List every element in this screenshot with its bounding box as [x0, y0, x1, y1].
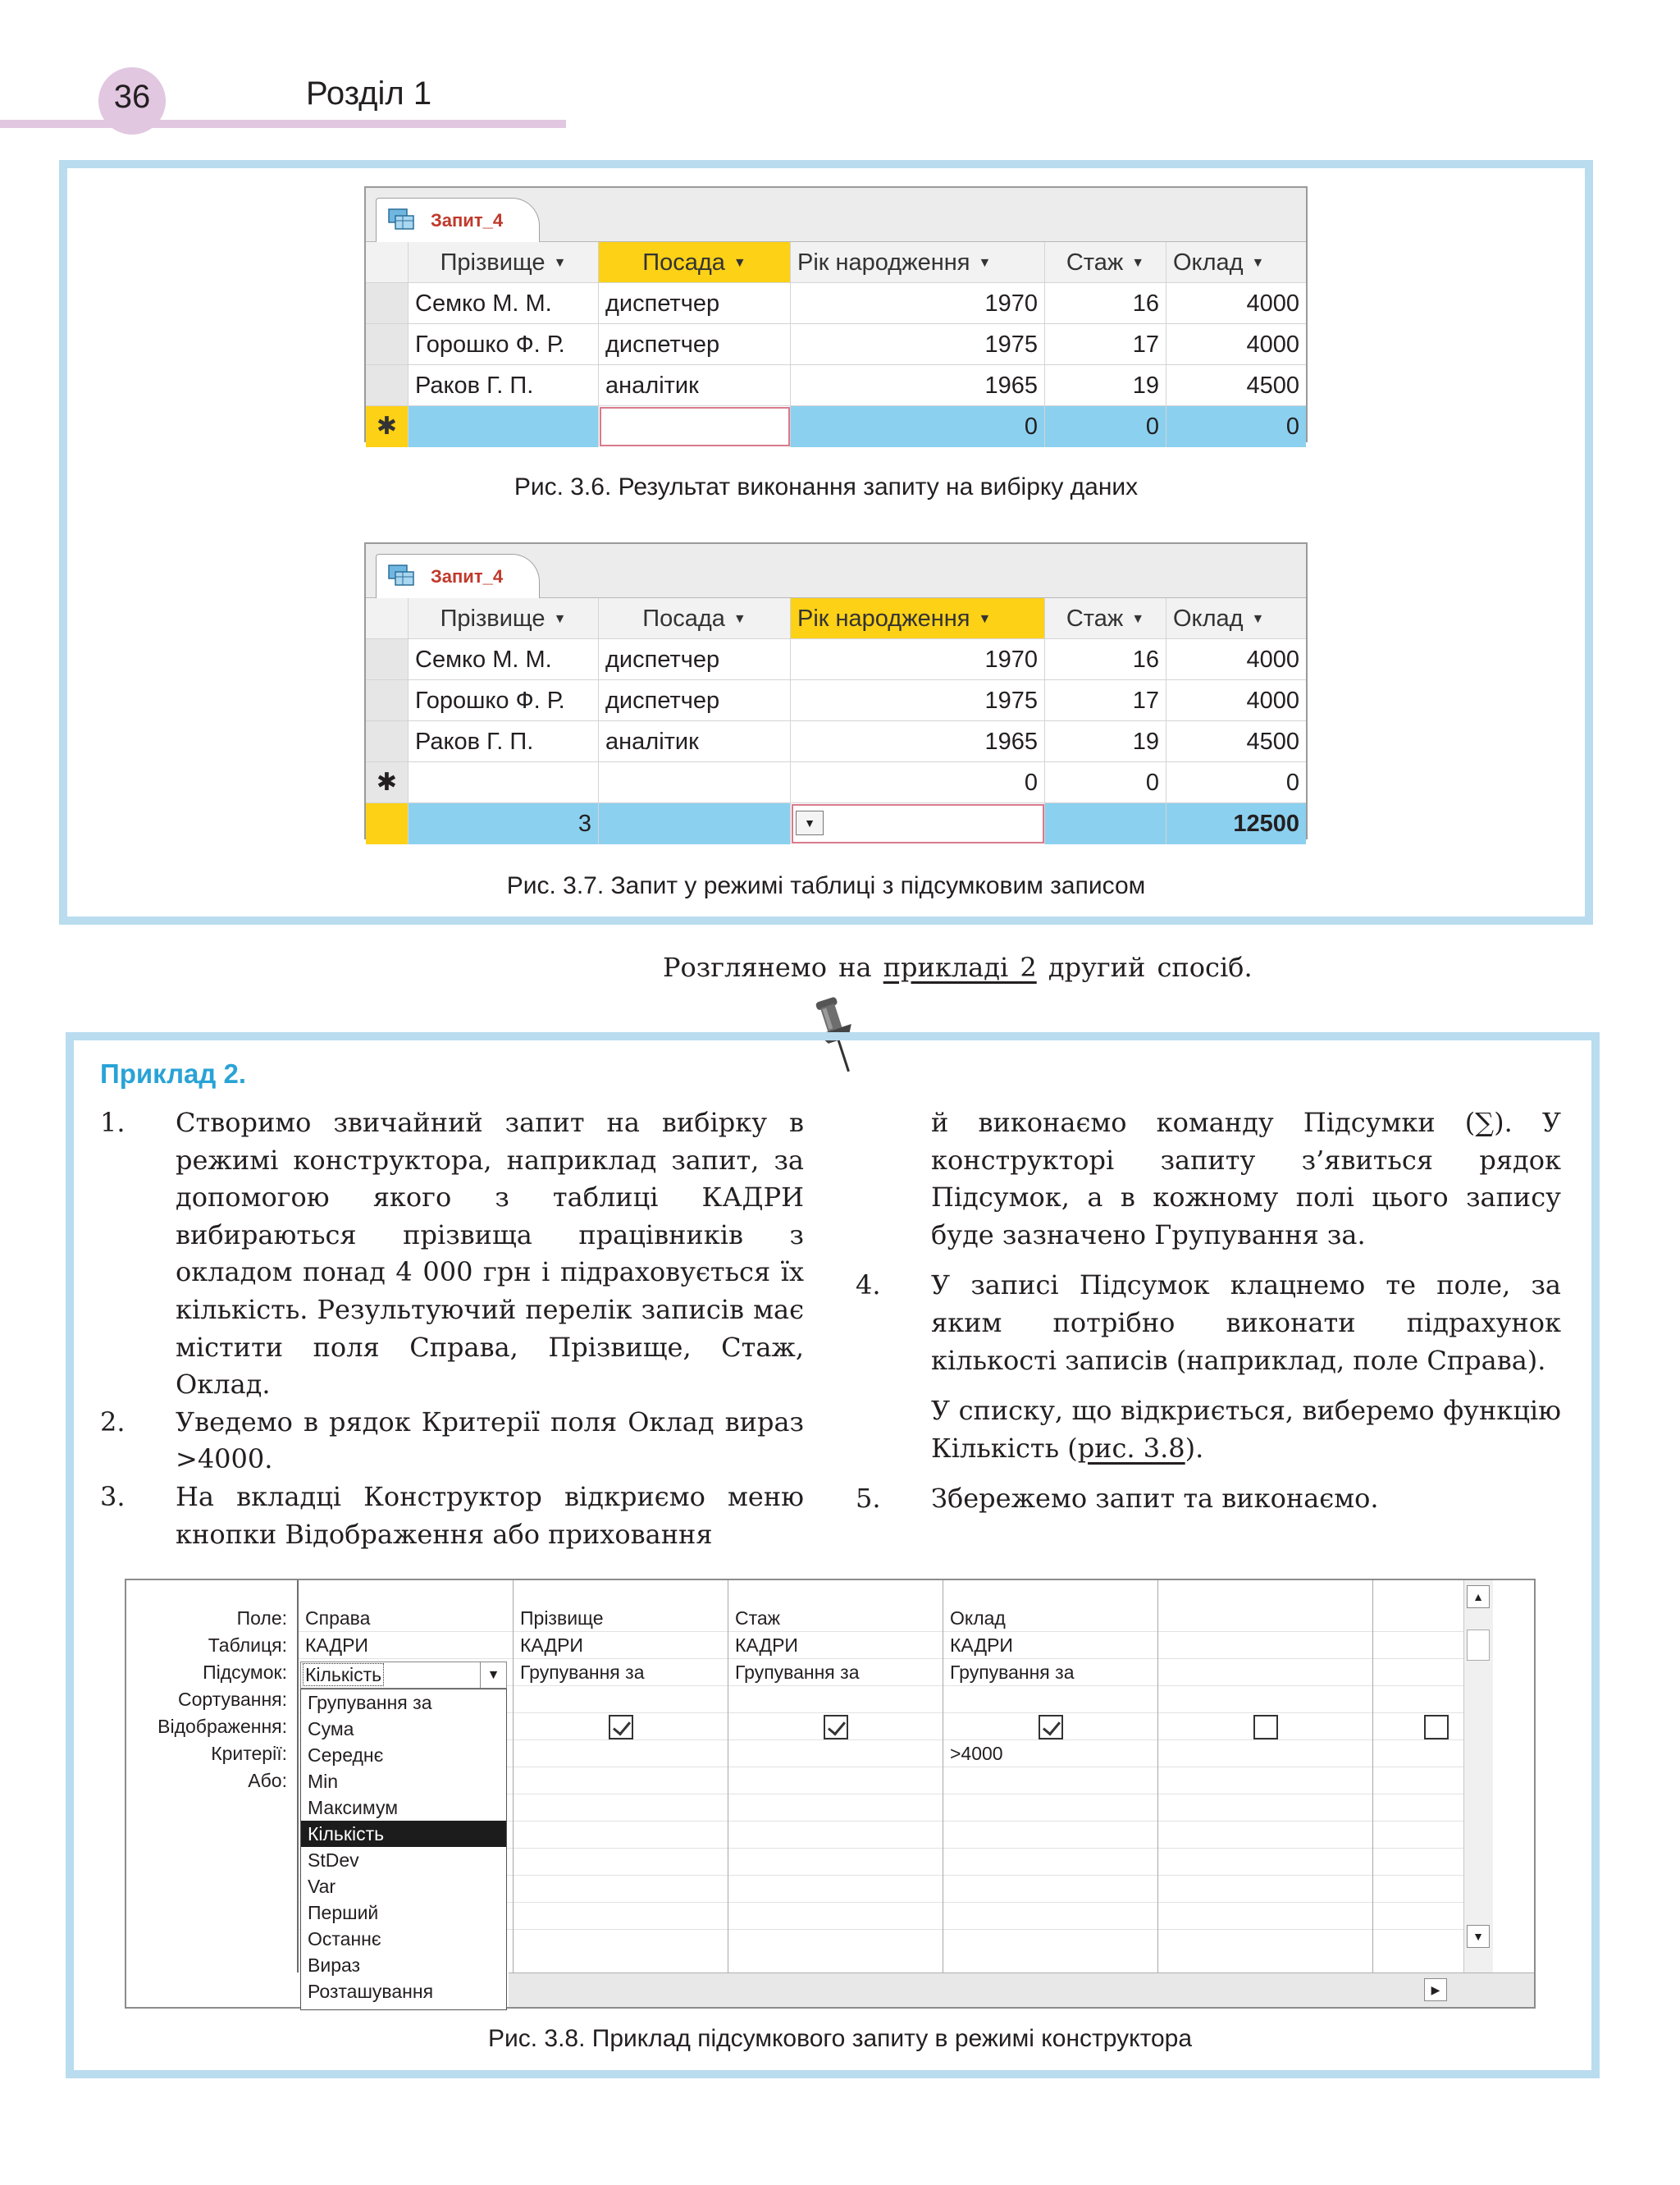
or-cell[interactable] — [1158, 1767, 1372, 1794]
step-number: 2. — [100, 1406, 126, 1438]
query-tab-label: Запит_4 — [431, 566, 504, 587]
sort-cell[interactable] — [1158, 1686, 1372, 1713]
designer-column-experience[interactable] — [728, 1580, 943, 1972]
step-text: Створимо звичайний запит на вибірку в режимі конструктора, наприклад запит, за допомогою якого з таблиці КАДРИ вибираються прізвища працівників з окладом понад 4 000 грн і підраховується їх кількість. Результуючий перелік записів має містити поля Справа, Прізвище, Стаж, Оклад. — [176, 1107, 804, 1401]
or-cell[interactable] — [728, 1767, 943, 1794]
cell-surname[interactable] — [409, 406, 599, 447]
figure-frame-top — [59, 160, 1593, 925]
empty-cell[interactable] — [943, 1876, 1157, 1903]
cell-birth-year[interactable]: 0 — [791, 406, 1045, 447]
field-cell[interactable] — [1158, 1605, 1372, 1632]
cell-birth-year[interactable]: 0 — [791, 762, 1045, 802]
select-all-corner[interactable] — [366, 598, 409, 638]
sort-cell[interactable] — [943, 1686, 1157, 1713]
step-text: Уведемо в рядок Критерії поля Оклад вираз >4000. — [176, 1406, 804, 1475]
scroll-right-icon[interactable]: ▶ — [1424, 1978, 1447, 2001]
cell-experience[interactable] — [1045, 803, 1166, 844]
column-header-position[interactable]: Посада ▼ — [599, 242, 791, 282]
row-label-or: Або: — [248, 1770, 287, 1791]
figure-caption-3-8: Рис. 3.8. Приклад підсумкового запиту в режимі конструктора — [487, 2025, 1193, 2052]
cell-position[interactable]: аналітик — [599, 365, 791, 405]
row-selector[interactable] — [366, 283, 409, 323]
sort-cell[interactable] — [728, 1686, 943, 1713]
step-number: 5. — [856, 1483, 881, 1515]
column-header-salary[interactable]: Оклад ▼ — [1166, 242, 1306, 282]
empty-cell[interactable] — [1158, 1822, 1372, 1849]
table-row[interactable] — [366, 721, 1306, 762]
list-option[interactable]: Вираз — [308, 1954, 361, 1976]
dropdown-arrow-icon: ▼ — [978, 612, 992, 627]
row-label-table: Таблиця: — [208, 1634, 287, 1656]
list-option[interactable]: Сума — [308, 1718, 354, 1739]
list-item — [856, 1267, 1561, 1379]
select-all-corner[interactable] — [366, 242, 409, 282]
page-number: 36 — [113, 79, 151, 115]
column-header-experience[interactable]: Стаж ▼ — [1045, 242, 1166, 282]
list-option[interactable]: Останнє — [308, 1928, 381, 1950]
example-title: Приклад 2. — [100, 1058, 247, 1089]
query-tab-label: Запит_4 — [431, 210, 504, 231]
list-item — [856, 1480, 1561, 1518]
field-cell[interactable] — [1373, 1605, 1465, 1632]
query-icon — [388, 208, 414, 230]
cell-salary[interactable]: 4000 — [1246, 290, 1299, 317]
cell-salary[interactable]: 4500 — [1246, 729, 1299, 755]
figure-caption-3-6: Рис. 3.6. Результат виконання запиту на вибірку даних — [514, 473, 1139, 501]
cell-experience[interactable]: 16 — [1045, 639, 1166, 679]
cell-position[interactable]: диспетчер — [599, 283, 791, 323]
example-right-column — [856, 1104, 1561, 1518]
empty-cell[interactable] — [943, 1849, 1157, 1876]
empty-cell[interactable] — [1373, 1822, 1465, 1849]
row-labels — [126, 1605, 297, 1794]
criteria-cell[interactable] — [1158, 1740, 1372, 1767]
scroll-thumb[interactable] — [1467, 1630, 1490, 1661]
cell-birth-year[interactable]: 1970 — [791, 283, 1045, 323]
dropdown-arrow-icon: ▼ — [553, 612, 567, 627]
show-checkbox[interactable] — [824, 1715, 848, 1739]
total-function-value: Кількість — [303, 1663, 384, 1686]
empty-cell[interactable] — [514, 1903, 728, 1930]
cell-birth-year[interactable]: 1970 — [791, 639, 1045, 679]
designer-column-surname[interactable] — [514, 1580, 728, 1972]
table-cell[interactable]: КАДРИ — [299, 1632, 513, 1659]
cell-experience[interactable]: 19 — [1045, 721, 1166, 761]
example-left-column — [100, 1104, 804, 1553]
row-selector[interactable] — [366, 680, 409, 720]
cell-birth-year[interactable]: 1975 — [791, 680, 1045, 720]
intro-line: Розглянемо на прикладі 2 другий спосіб. — [663, 952, 1253, 983]
or-cell[interactable] — [1373, 1767, 1465, 1794]
cell-surname[interactable]: Раков Г. П. — [409, 365, 599, 405]
empty-cell[interactable] — [1373, 1794, 1465, 1822]
total-row-selector[interactable] — [366, 803, 409, 844]
cell-salary[interactable]: 0 — [1285, 770, 1299, 796]
header-row — [366, 242, 1306, 283]
tab-bar — [366, 544, 1306, 598]
designer-column-empty[interactable] — [1373, 1580, 1465, 1972]
step-text: У записі Підсумок клацнемо те поле, за яким потрібно виконати підрахунок кількості записів (наприклад, поле Справа). — [931, 1269, 1561, 1376]
cell-experience[interactable]: 0 — [1045, 406, 1166, 447]
column-header-experience[interactable]: Стаж ▼ — [1045, 598, 1166, 638]
or-cell[interactable] — [943, 1767, 1157, 1794]
cell-experience[interactable]: 17 — [1045, 680, 1166, 720]
criteria-cell[interactable]: >4000 — [943, 1740, 1157, 1767]
cell-experience[interactable]: 0 — [1045, 762, 1166, 802]
total-cell[interactable]: Групування за — [514, 1659, 728, 1686]
list-option[interactable]: StDev — [308, 1849, 359, 1871]
field-cell[interactable]: Оклад — [943, 1605, 1157, 1632]
cell-experience[interactable]: 16 — [1045, 283, 1166, 323]
new-record-row[interactable] — [366, 406, 1306, 447]
criteria-cell[interactable] — [514, 1740, 728, 1767]
empty-cell[interactable] — [514, 1794, 728, 1822]
cell-position[interactable]: диспетчер — [599, 680, 791, 720]
table-cell[interactable]: КАДРИ — [728, 1632, 943, 1659]
total-function-list[interactable] — [300, 1689, 507, 2010]
total-count[interactable]: 3 — [409, 803, 599, 844]
criteria-cell[interactable] — [728, 1740, 943, 1767]
cell-position[interactable] — [599, 762, 791, 802]
dropdown-arrow-icon: ▼ — [1131, 612, 1145, 627]
header-row — [366, 598, 1306, 639]
cell-position[interactable]: диспетчер — [599, 639, 791, 679]
table-row[interactable] — [366, 324, 1306, 365]
horizontal-scrollbar[interactable] — [509, 1972, 1534, 2007]
dropdown-arrow-icon: ▼ — [1251, 256, 1265, 271]
list-option[interactable]: Групування за — [308, 1692, 432, 1713]
table-row[interactable] — [366, 680, 1306, 721]
cell-surname[interactable] — [409, 762, 599, 802]
list-option[interactable]: Максимум — [308, 1797, 399, 1818]
empty-cell[interactable] — [1158, 1849, 1372, 1876]
list-item — [100, 1479, 804, 1553]
cell-salary[interactable]: 4500 — [1246, 373, 1299, 399]
table-cell[interactable]: КАДРИ — [943, 1632, 1157, 1659]
dropdown-arrow-icon: ▼ — [1131, 256, 1145, 271]
column-header-position[interactable]: Посада ▼ — [599, 598, 791, 638]
row-label-sort: Сортування: — [178, 1689, 287, 1710]
scroll-down-icon[interactable]: ▼ — [1467, 1925, 1490, 1948]
vertical-scrollbar[interactable] — [1463, 1580, 1493, 1972]
cell-position[interactable]: диспетчер — [599, 324, 791, 364]
step-4-note: У списку, що відкриється, виберемо функцію Кількість (рис. 3.8). — [931, 1395, 1561, 1464]
field-cell[interactable]: Справа — [299, 1605, 513, 1632]
dropdown-arrow-icon: ▼ — [1251, 612, 1265, 627]
example-link[interactable]: прикладі 2 — [883, 952, 1037, 983]
chapter-title: Розділ 1 — [306, 75, 432, 112]
table-row[interactable] — [366, 283, 1306, 324]
show-checkbox[interactable] — [1039, 1715, 1063, 1739]
empty-cell[interactable] — [728, 1903, 943, 1930]
total-cell[interactable] — [1373, 1659, 1465, 1686]
dropdown-arrow-icon: ▼ — [733, 612, 746, 627]
cell-experience[interactable]: 19 — [1045, 365, 1166, 405]
table-cell[interactable] — [1373, 1632, 1465, 1659]
sort-cell[interactable] — [514, 1686, 728, 1713]
cell-surname[interactable]: Горошко Ф. Р. — [409, 324, 599, 364]
datasheet-fig37 — [364, 542, 1308, 839]
show-checkbox[interactable] — [1253, 1715, 1278, 1739]
cell-position[interactable]: аналітик — [599, 721, 791, 761]
query-icon — [388, 565, 414, 586]
datasheet-fig36 — [364, 186, 1308, 442]
figure-link[interactable]: рис. 3.8 — [1077, 1432, 1185, 1464]
total-row[interactable] — [366, 803, 1306, 844]
table-row[interactable] — [366, 365, 1306, 406]
cell-salary[interactable]: 4000 — [1246, 647, 1299, 673]
show-checkbox[interactable] — [609, 1715, 633, 1739]
table-cell[interactable]: КАДРИ — [514, 1632, 728, 1659]
total-cell[interactable] — [1158, 1659, 1372, 1686]
row-selector[interactable] — [366, 324, 409, 364]
header-rule — [0, 120, 566, 128]
list-option-selected[interactable]: Кількість — [301, 1821, 506, 1847]
empty-cell[interactable] — [943, 1903, 1157, 1930]
row-label-field: Поле: — [236, 1607, 287, 1629]
column-header-birth-year[interactable]: Рік народження ▼ — [791, 598, 1045, 638]
total-function-select[interactable] — [300, 1662, 507, 1689]
row-selector[interactable] — [366, 365, 409, 405]
cell-birth-year[interactable]: 1965 — [791, 365, 1045, 405]
cell-experience[interactable]: 17 — [1045, 324, 1166, 364]
total-function-dropdown[interactable] — [791, 803, 1045, 844]
row-label-criteria: Критерії: — [211, 1743, 287, 1764]
cell-surname[interactable]: Семко М. М. — [409, 283, 599, 323]
row-selector[interactable] — [366, 639, 409, 679]
new-record-icon: ✱ — [366, 762, 409, 802]
total-cell[interactable]: Групування за — [943, 1659, 1157, 1686]
cell-surname[interactable]: Горошко Ф. Р. — [409, 680, 599, 720]
list-option[interactable]: Середнє — [308, 1744, 384, 1766]
dropdown-arrow-icon: ▼ — [978, 256, 992, 271]
empty-cell[interactable] — [514, 1822, 728, 1849]
cell-position-focused[interactable] — [599, 406, 791, 447]
column-header-birth-year[interactable]: Рік народження ▼ — [791, 242, 1045, 282]
chevron-down-icon[interactable]: ▼ — [796, 811, 824, 835]
row-label-total: Підсумок: — [203, 1662, 287, 1683]
step-3-continuation: й виконаємо команду Підсумки (∑). У конструкторі запиту з’явиться рядок Підсумок, а в кожному полі цього запису буде зазначено Групування за. — [931, 1107, 1561, 1250]
empty-cell[interactable] — [1373, 1876, 1465, 1903]
query-designer-grid — [125, 1579, 1536, 2009]
empty-cell[interactable] — [1158, 1903, 1372, 1930]
list-option[interactable]: Var — [308, 1876, 336, 1897]
new-record-row[interactable] — [366, 762, 1306, 803]
list-option[interactable]: Перший — [308, 1902, 379, 1923]
column-header-salary[interactable]: Оклад ▼ — [1166, 598, 1306, 638]
new-record-icon: ✱ — [366, 406, 409, 447]
dropdown-arrow-icon: ▼ — [553, 256, 567, 271]
show-checkbox[interactable] — [1424, 1715, 1449, 1739]
step-text: Збережемо запит та виконаємо. — [931, 1483, 1379, 1515]
list-item — [100, 1104, 804, 1404]
list-item — [100, 1404, 804, 1479]
cell-position[interactable] — [599, 803, 791, 844]
designer-column-empty[interactable] — [1158, 1580, 1373, 1972]
or-cell[interactable] — [514, 1767, 728, 1794]
field-cell[interactable]: Прізвище — [514, 1605, 728, 1632]
empty-cell[interactable] — [1373, 1903, 1465, 1930]
step-text: На вкладці Конструктор відкриємо меню кнопки Відображення або приховання — [176, 1480, 804, 1550]
empty-cell[interactable] — [728, 1876, 943, 1903]
cell-salary[interactable]: 4000 — [1246, 688, 1299, 714]
total-cell[interactable]: Групування за — [728, 1659, 943, 1686]
list-option[interactable]: Min — [308, 1771, 339, 1792]
column-header-surname[interactable]: Прізвище ▼ — [409, 598, 599, 638]
empty-cell[interactable] — [943, 1822, 1157, 1849]
column-header-surname[interactable]: Прізвище ▼ — [409, 242, 599, 282]
tab-bar — [366, 188, 1306, 242]
step-number: 1. — [100, 1107, 126, 1138]
empty-cell[interactable] — [1158, 1876, 1372, 1903]
empty-cell[interactable] — [728, 1822, 943, 1849]
designer-column-salary[interactable] — [943, 1580, 1158, 1972]
dropdown-arrow-icon: ▼ — [733, 256, 746, 271]
chevron-down-icon[interactable]: ▼ — [480, 1662, 506, 1688]
empty-cell[interactable] — [943, 1794, 1157, 1822]
table-row[interactable] — [366, 639, 1306, 680]
query-tab[interactable] — [376, 198, 540, 242]
cell-birth-year[interactable]: 1975 — [791, 324, 1045, 364]
cell-birth-year[interactable]: 1965 — [791, 721, 1045, 761]
total-sum[interactable]: 12500 — [1166, 803, 1306, 844]
cell-salary[interactable]: 0 — [1166, 406, 1306, 447]
step-number: 3. — [100, 1480, 126, 1512]
cell-surname[interactable]: Семко М. М. — [409, 639, 599, 679]
empty-cell[interactable] — [728, 1794, 943, 1822]
cell-surname[interactable]: Раков Г. П. — [409, 721, 599, 761]
field-cell[interactable]: Стаж — [728, 1605, 943, 1632]
row-selector[interactable] — [366, 721, 409, 761]
step-number: 4. — [856, 1269, 881, 1301]
table-cell[interactable] — [1158, 1632, 1372, 1659]
cell-salary[interactable]: 4000 — [1246, 331, 1299, 358]
empty-cell[interactable] — [1158, 1794, 1372, 1822]
figure-caption-3-7: Рис. 3.7. Запит у режимі таблиці з підсумковим записом — [506, 872, 1146, 899]
row-label-show: Відображення: — [158, 1716, 287, 1737]
show-cell[interactable] — [1373, 1713, 1465, 1740]
empty-cell[interactable] — [514, 1849, 728, 1876]
sort-cell[interactable] — [1373, 1686, 1465, 1713]
scroll-up-icon[interactable]: ▲ — [1467, 1585, 1490, 1608]
empty-cell[interactable] — [728, 1849, 943, 1876]
list-option[interactable]: Розташування — [308, 1981, 434, 2002]
query-tab[interactable] — [376, 554, 540, 598]
empty-cell[interactable] — [1373, 1849, 1465, 1876]
criteria-cell[interactable] — [1373, 1740, 1465, 1767]
empty-cell[interactable] — [514, 1876, 728, 1903]
